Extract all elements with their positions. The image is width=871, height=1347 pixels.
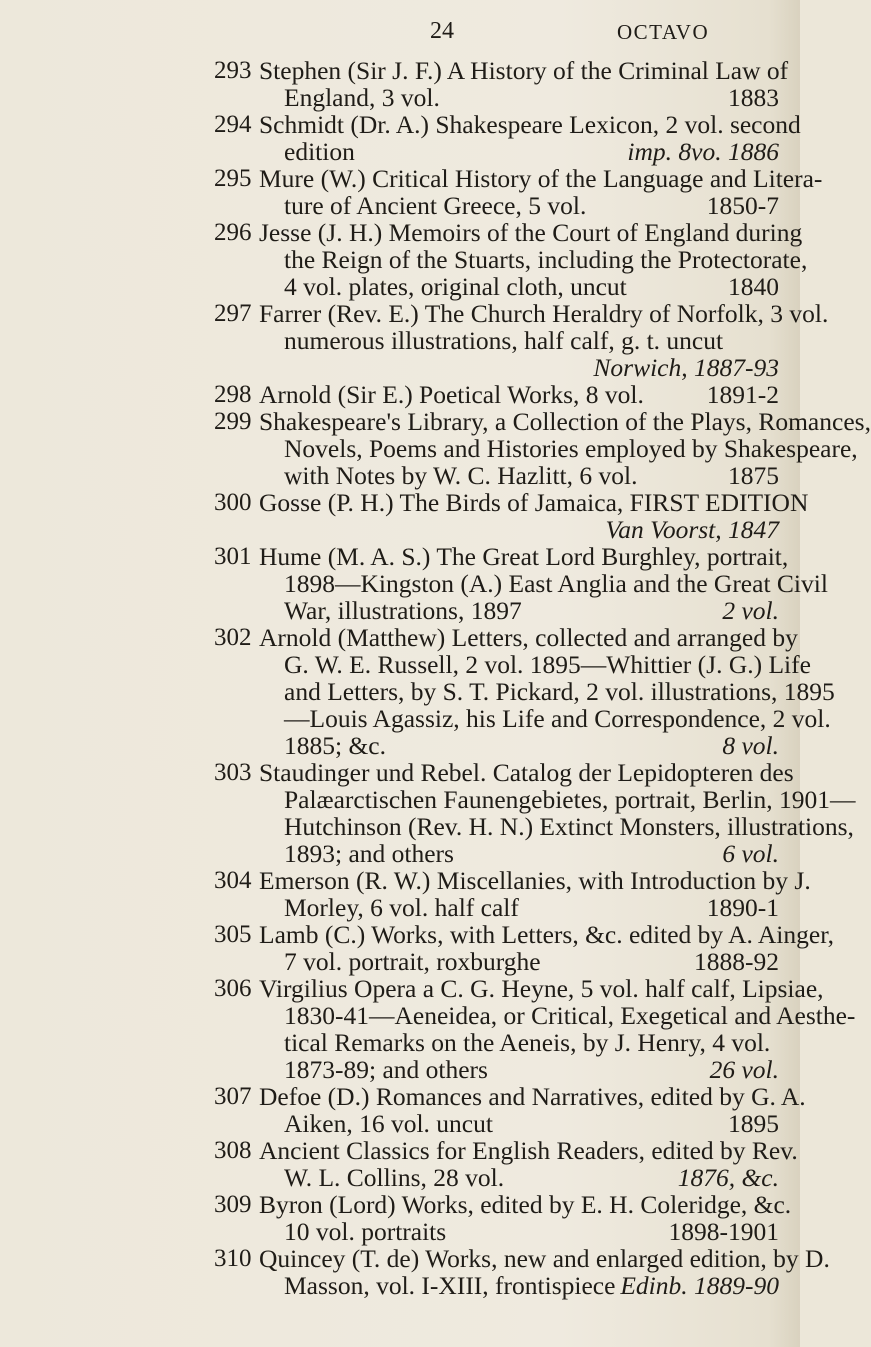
entry-line: Quincey (T. de) Works, new and enlarged edition, by D.: [259, 1244, 830, 1273]
lot-entry: [0, 381, 779, 408]
entry-text: 1885; &c.: [284, 731, 386, 760]
entry-line: Staudinger und Rebel. Catalog der Lepidopteren des: [259, 758, 794, 787]
entry-text: 1893; and others: [284, 839, 454, 868]
lot-number: 308: [214, 1137, 252, 1164]
entry-line: [259, 1164, 779, 1191]
entry-text: Arnold (Sir E.) Poetical Works, 8 vol.: [259, 380, 644, 409]
entry-date: 1898-1901: [668, 1217, 779, 1246]
entry-date: 1876, &c.: [677, 1163, 779, 1192]
lot-entry: [0, 299, 829, 382]
entry-line: Ancient Classics for English Readers, edited by Rev.: [259, 1136, 798, 1165]
lot-number: 293: [214, 57, 252, 84]
entry-line: Lamb (C.) Works, with Letters, &c. edited by A. Ainger,: [259, 920, 835, 949]
entry-text: 1873-89; and others: [284, 1055, 488, 1084]
entry-line: Schmidt (Dr. A.) Shakespeare Lexicon, 2 vol. second: [259, 110, 801, 139]
entry-line: [259, 1110, 779, 1137]
entry-line: [259, 192, 779, 219]
entry-date: 1888-92: [694, 947, 779, 976]
entry-line: Emerson (R. W.) Miscellanies, with Introduction by J.: [259, 866, 811, 895]
entry-line: Gosse (P. H.) The Birds of Jamaica, FIRST EDITION: [259, 488, 809, 517]
entry-line: [259, 516, 779, 543]
lot-entry: [0, 110, 801, 166]
lot-entry: [0, 920, 835, 976]
entry-text: War, illustrations, 1897: [284, 596, 522, 625]
entry-date: 1891-2: [706, 380, 779, 409]
lot-entry: [0, 1082, 806, 1138]
entry-date: 1875: [728, 461, 779, 490]
entry-date: 6 vol.: [722, 839, 779, 868]
entry-line: [259, 1218, 779, 1245]
lot-number: 307: [214, 1083, 252, 1110]
lot-number: 296: [214, 219, 252, 246]
lot-entry: [0, 1190, 792, 1246]
entry-line: [259, 1272, 779, 1299]
entry-line: Virgilius Opera a C. G. Heyne, 5 vol. half calf, Lipsiae,: [259, 974, 824, 1003]
entry-line: [259, 273, 779, 300]
entry-text: Morley, 6 vol. half calf: [284, 893, 519, 922]
entry-line: [259, 894, 779, 921]
lot-entry: [0, 56, 789, 112]
entry-line: [259, 1056, 779, 1083]
entry-date: Edinb. 1889-90: [620, 1271, 779, 1300]
entry-line: Hume (M. A. S.) The Great Lord Burghley, portrait,: [259, 542, 789, 571]
entry-text: Aiken, 16 vol. uncut: [284, 1109, 493, 1138]
lot-entry: [0, 1244, 830, 1300]
entry-line: Arnold (Matthew) Letters, collected and arranged by: [259, 623, 798, 652]
entry-text: edition: [284, 137, 355, 166]
lot-list: [0, 56, 871, 1300]
lot-entry: [0, 623, 835, 760]
entry-line: [259, 732, 779, 759]
entry-date: 1883: [728, 83, 779, 112]
lot-entry: [0, 866, 811, 922]
entry-text: England, 3 vol.: [284, 83, 440, 112]
entry-line: Defoe (D.) Romances and Narratives, edited by G. A.: [259, 1082, 806, 1111]
entry-date: 1840: [728, 272, 779, 301]
lot-number: 304: [214, 867, 252, 894]
lot-number: 298: [214, 381, 252, 408]
entry-text: ture of Ancient Greece, 5 vol.: [284, 191, 587, 220]
entry-line: Farrer (Rev. E.) The Church Heraldry of Norfolk, 3 vol.: [259, 299, 829, 328]
lot-number: 305: [214, 921, 252, 948]
entry-date: Van Voorst, 1847: [605, 515, 779, 544]
lot-number: 302: [214, 624, 252, 651]
entry-date: 8 vol.: [722, 731, 779, 760]
entry-line: [259, 462, 779, 489]
entry-line: and Letters, by S. T. Pickard, 2 vol. illustrations, 1895: [284, 677, 835, 706]
entry-line: 1830-41—Aeneidea, or Critical, Exegetical and Aesthe-: [284, 1001, 856, 1030]
lot-entry: [0, 974, 856, 1084]
entry-text: W. L. Collins, 28 vol.: [284, 1163, 505, 1192]
lot-number: 306: [214, 975, 252, 1002]
lot-number: 310: [214, 1245, 252, 1272]
entry-line: the Reign of the Stuarts, including the Protectorate,: [284, 245, 808, 274]
entry-line: Stephen (Sir J. F.) A History of the Criminal Law of: [259, 56, 789, 85]
entry-line: [259, 138, 779, 165]
entry-line: Mure (W.) Critical History of the Language and Litera-: [259, 164, 823, 193]
lot-number: 301: [214, 543, 252, 570]
lot-number: 294: [214, 111, 252, 138]
entry-date: 1850-7: [706, 191, 779, 220]
entry-line: Byron (Lord) Works, edited by E. H. Coleridge, &c.: [259, 1190, 792, 1219]
lot-entry: [0, 164, 823, 220]
entry-line: —Louis Agassiz, his Life and Correspondence, 2 vol.: [284, 704, 831, 733]
page-header: [0, 18, 800, 50]
page-number: 24: [430, 18, 454, 44]
lot-number: 309: [214, 1191, 252, 1218]
lot-entry: [0, 1136, 798, 1192]
entry-line: numerous illustrations, half calf, g. t. uncut: [284, 326, 724, 355]
lot-entry: [0, 488, 809, 544]
lot-entry: [0, 542, 828, 625]
lot-number: 295: [214, 165, 252, 192]
section-title: OCTAVO: [617, 20, 710, 44]
entry-line: Novels, Poems and Histories employed by Shakespeare,: [284, 434, 858, 463]
entry-line: Palæarctischen Faunengebietes, portrait, Berlin, 1901—: [284, 785, 856, 814]
lot-entry: [0, 758, 856, 868]
entry-line: Shakespeare's Library, a Collection of the Plays, Romances,: [259, 407, 871, 436]
lot-number: 300: [214, 489, 252, 516]
lot-number: 303: [214, 759, 252, 786]
entry-line: Hutchinson (Rev. H. N.) Extinct Monsters, illustrations,: [284, 812, 854, 841]
entry-line: [259, 381, 779, 408]
entry-line: [259, 597, 779, 624]
entry-text: Masson, vol. I-XIII, frontispiece: [284, 1271, 616, 1300]
entry-text: 7 vol. portrait, roxburghe: [284, 947, 541, 976]
entry-line: tical Remarks on the Aeneis, by J. Henry, 4 vol.: [284, 1028, 771, 1057]
entry-date: 1895: [728, 1109, 779, 1138]
lot-entry: [0, 407, 871, 490]
entry-date: Norwich, 1887-93: [593, 353, 779, 382]
lot-number: 297: [214, 300, 252, 327]
entry-date: 26 vol.: [709, 1055, 779, 1084]
entry-line: [259, 354, 779, 381]
entry-line: 1898—Kingston (A.) East Anglia and the Great Civil: [284, 569, 828, 598]
entry-date: 1890-1: [706, 893, 779, 922]
entry-text: 10 vol. portraits: [284, 1217, 447, 1246]
entry-line: Jesse (J. H.) Memoirs of the Court of England during: [259, 218, 803, 247]
entry-text: 4 vol. plates, original cloth, uncut: [284, 272, 627, 301]
entry-text: with Notes by W. C. Hazlitt, 6 vol.: [284, 461, 638, 490]
entry-date: 2 vol.: [722, 596, 779, 625]
entry-date: imp. 8vo. 1886: [627, 137, 779, 166]
lot-entry: [0, 218, 808, 301]
entry-line: G. W. E. Russell, 2 vol. 1895—Whittier (J. G.) Life: [284, 650, 811, 679]
entry-line: [259, 840, 779, 867]
entry-line: [259, 948, 779, 975]
lot-number: 299: [214, 408, 252, 435]
entry-line: [259, 84, 779, 111]
